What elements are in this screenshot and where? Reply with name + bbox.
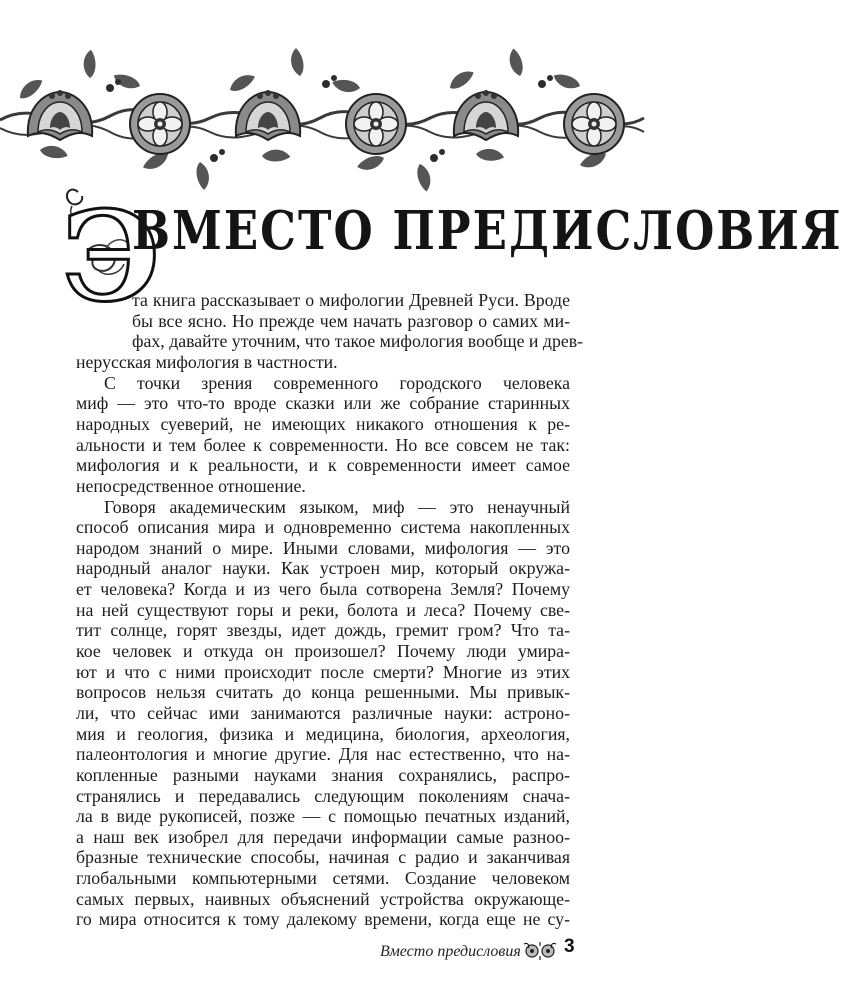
running-title: Вместо предисловия bbox=[380, 943, 521, 960]
text-line: а наш век изобрел для передачи информации самые разноо- bbox=[76, 826, 570, 847]
text-line: копленные разными науками знания сохранялись, распро- bbox=[76, 764, 570, 785]
text-line: го мира относится к тому далекому времени, когда еще не су- bbox=[76, 909, 570, 930]
dropcap-letter: Э bbox=[62, 185, 161, 330]
text-line: ет человека? Когда и из чего была сотворена Земля? Почему bbox=[76, 579, 570, 599]
text-line: самых первых, наивных объяснений устройства окружающе- bbox=[76, 888, 570, 909]
text-line: народом знаний о мире. Иными словами, мифология — это bbox=[76, 537, 570, 558]
floral-ornament-border bbox=[0, 58, 644, 168]
footer-flower-icon bbox=[522, 940, 560, 962]
text-line: нерусская мифология в частности. bbox=[76, 351, 338, 372]
text-line: мифология и к реальности, и к современности имеет самое bbox=[76, 455, 570, 476]
text-line: миф — это что-то вроде сказки или же собрание старинных bbox=[76, 393, 570, 414]
text-line: бразные технические способы, начиная с радио и заканчивая bbox=[76, 847, 570, 868]
text-line: бы все ясно. Но прежде чем начать разговор о самих ми- bbox=[132, 310, 570, 331]
text-line: та книга рассказывает о мифологии Древней Руси. Вроде bbox=[132, 290, 570, 310]
text-line: ла в виде рукописей, позже — с помощью печатных изданий, bbox=[76, 806, 570, 827]
text-line: на ней существуют горы и реки, болота и леса? Почему све- bbox=[76, 599, 570, 620]
text-line: ют и что с ними происходит после смерти? Многие из этих bbox=[76, 661, 570, 682]
text-line: тит солнце, горят звезды, идет дождь, гремит гром? Что та- bbox=[76, 620, 570, 641]
chapter-title: ВМЕСТО ПРЕДИСЛОВИЯ bbox=[132, 199, 843, 262]
text-line: ли, что сейчас ими занимаются различные науки: астроно- bbox=[76, 702, 570, 723]
text-line: кое человек и откуда он произошел? Почему люди умира- bbox=[76, 641, 570, 661]
text-line: непосредственное отношение. bbox=[76, 475, 306, 496]
dropcap bbox=[58, 185, 161, 330]
text-line: вопросов нельзя считать до конца решенными. Мы привык- bbox=[76, 682, 570, 703]
text-line: фах, давайте уточним, что такое мифология вообще и древ- bbox=[132, 331, 584, 352]
page-number: 3 bbox=[564, 936, 575, 957]
text-line: глобальными компьютерными сетями. Создание человеком bbox=[76, 868, 570, 889]
text-line: странялись и передавались следующим поколениям снача- bbox=[76, 785, 570, 806]
text-line: С точки зрения современного городского человека bbox=[104, 372, 570, 393]
text-line: Говоря академическим языком, миф — это ненаучный bbox=[104, 496, 570, 517]
text-line: палеонтология и многие другие. Для нас естественно, что на- bbox=[76, 744, 570, 765]
text-line: мия и геология, физика и медицина, биология, археология, bbox=[76, 723, 570, 744]
text-line: народных суеверий, не имеющих никакого отношения к ре- bbox=[76, 413, 570, 434]
text-line: альности и тем более к современности. Но все совсем не так: bbox=[76, 434, 570, 455]
text-line: способ описания мира и одновременно система накопленных bbox=[76, 517, 570, 538]
text-line: народный аналог науки. Как устроен мир, который окружа- bbox=[76, 558, 570, 579]
